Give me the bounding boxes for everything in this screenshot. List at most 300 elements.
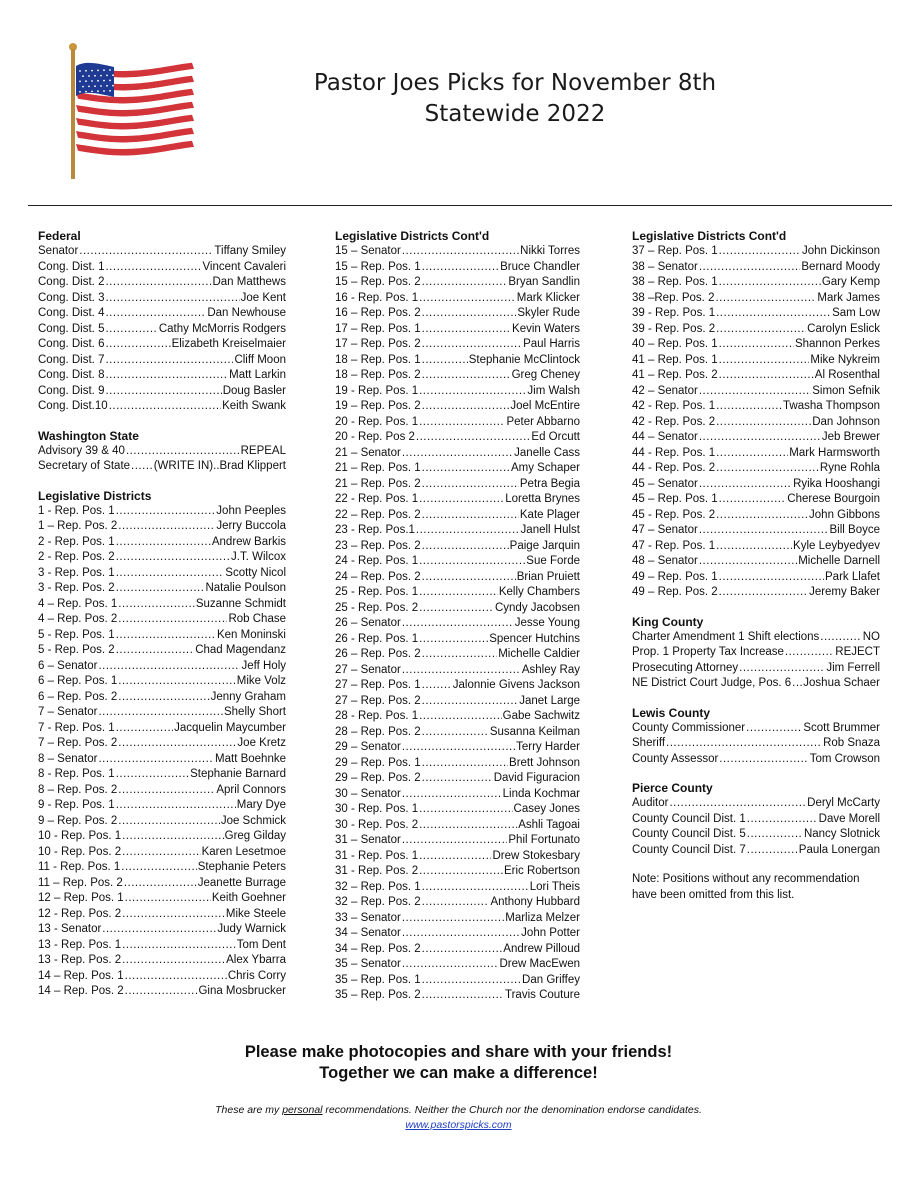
pick-row <box>335 554 580 570</box>
website-link[interactable]: www.pastorspicks.com <box>405 1119 512 1131</box>
pick-row <box>335 616 580 632</box>
candidate-name: Amy Schaper <box>510 462 580 474</box>
flag-star <box>85 91 87 93</box>
candidate-name: Park Llafet <box>825 570 880 583</box>
candidate-name: Kate Plager <box>519 508 580 521</box>
dot-leader <box>422 973 521 989</box>
position-label: 44 - Rep. Pos. 1 <box>632 446 716 459</box>
dot-leader <box>122 845 201 861</box>
candidate-name: Dan Johnson <box>812 415 880 428</box>
section <box>632 705 880 768</box>
pick-row <box>632 399 880 415</box>
position-label: 21 – Rep. Pos. 1 <box>335 462 421 474</box>
candidate-name: Dan Newhouse <box>207 307 286 319</box>
dot-leader <box>402 833 508 849</box>
position-label: 14 – Rep. Pos. 2 <box>38 985 124 997</box>
pick-row <box>38 306 286 322</box>
dot-leader <box>105 306 206 322</box>
dot-leader <box>105 275 211 291</box>
pick-row <box>632 461 880 477</box>
section-title: Legislative Districts <box>38 488 152 503</box>
position-label: 47 – Senator <box>632 524 698 536</box>
position-label: 38 –Rep. Pos. 2 <box>632 291 715 304</box>
pick-row <box>632 275 880 291</box>
pick-row <box>335 337 580 353</box>
section-title: Legislative Districts Cont'd <box>335 229 490 243</box>
position-label: 8 - Rep. Pos. 1 <box>38 768 115 780</box>
dot-leader <box>402 957 499 973</box>
pick-row <box>335 523 580 539</box>
position-label: 24 – Rep. Pos. 2 <box>335 570 421 583</box>
pick-row <box>335 709 580 725</box>
flag-star <box>82 75 84 77</box>
candidate-name: J.T. Wilcox <box>231 551 286 563</box>
pick-row <box>632 796 880 812</box>
position-label: 39 - Rep. Pos. 2 <box>632 322 716 335</box>
position-label: 42 - Rep. Pos. 1 <box>632 400 716 412</box>
pick-row <box>632 661 880 677</box>
flag-star <box>103 80 105 82</box>
pick-row <box>632 676 880 692</box>
pick-row <box>38 337 286 353</box>
candidate-name: Cathy McMorris Rodgers <box>158 322 286 335</box>
candidate-name: (WRITE IN)..Brad Klippert <box>153 460 286 472</box>
candidate-name: Jerry Buccola <box>216 520 286 532</box>
dot-leader <box>719 585 808 601</box>
pick-row <box>38 581 286 597</box>
candidate-name: Joel McEntire <box>510 400 580 412</box>
dot-leader <box>419 601 494 617</box>
pick-row <box>38 597 286 613</box>
candidate-name: Jalonnie Givens Jackson <box>452 679 580 691</box>
candidate-name: Bryan Sandlin <box>508 276 580 288</box>
dot-leader <box>792 676 802 692</box>
candidate-name: Mike Steele <box>225 907 286 920</box>
pick-row <box>335 492 580 508</box>
candidate-name: Anthony Hubbard <box>490 896 580 908</box>
pick-row <box>38 459 286 475</box>
section-title: Pierce County <box>632 781 713 795</box>
position-label: Cong. Dist. 1 <box>38 260 105 273</box>
pick-row <box>335 647 580 663</box>
pick-row <box>38 891 286 907</box>
dot-leader <box>98 752 214 768</box>
position-label: 14 – Rep. Pos. 1 <box>38 969 124 982</box>
flag-star <box>85 80 87 82</box>
pick-row <box>335 864 580 880</box>
pick-row <box>335 756 580 772</box>
candidate-name: Dan Griffey <box>522 973 580 986</box>
position-label: Secretary of State <box>38 460 131 472</box>
pick-row <box>632 291 880 307</box>
position-label: 25 - Rep. Pos. 1 <box>335 586 419 598</box>
position-label: 45 – Rep. Pos. 1 <box>632 493 718 505</box>
column-3 <box>632 228 880 903</box>
candidate-name: Bruce Chandler <box>500 260 580 273</box>
candidate-name: Simon Sefnik <box>812 384 880 397</box>
pick-row <box>38 291 286 307</box>
candidate-name: Mark Klicker <box>516 291 580 304</box>
pick-row <box>632 630 880 646</box>
dot-leader <box>719 492 787 508</box>
pick-row <box>632 368 880 384</box>
candidate-name: John Gibbons <box>809 508 880 521</box>
pick-row <box>38 736 286 752</box>
pick-row <box>38 399 286 415</box>
candidate-name: Alex Ybarra <box>226 954 286 966</box>
position-label: 47 - Rep. Pos. 1 <box>632 539 716 552</box>
dot-leader <box>118 783 215 799</box>
dot-leader <box>422 306 517 322</box>
candidate-name: Jim Walsh <box>527 384 580 397</box>
dot-leader <box>419 492 504 508</box>
flag-star <box>112 74 114 76</box>
candidate-name: Doug Basler <box>222 384 286 397</box>
position-label: 7 - Rep. Pos. 1 <box>38 721 115 734</box>
position-label: Cong. Dist. 7 <box>38 353 105 366</box>
position-label: 29 – Rep. Pos. 1 <box>335 756 421 769</box>
position-label: 40 – Rep. Pos. 1 <box>632 338 718 350</box>
dot-leader <box>118 814 220 830</box>
pick-row <box>632 736 880 752</box>
candidate-name: Petra Begia <box>519 477 580 490</box>
candidate-name: Joe Kent <box>240 291 286 304</box>
position-label: 37 – Rep. Pos. 1 <box>632 245 718 257</box>
candidate-name: Mary Dye <box>236 799 286 811</box>
pick-row <box>632 415 880 431</box>
pick-row <box>335 895 580 911</box>
section-title: Lewis County <box>632 705 711 720</box>
position-label: Cong. Dist. 3 <box>38 291 105 304</box>
pick-row <box>38 767 286 783</box>
position-label: 48 – Senator <box>632 555 698 567</box>
pick-row <box>632 492 880 508</box>
column-1 <box>38 228 286 1013</box>
dot-leader <box>121 860 197 876</box>
flag-star <box>97 90 99 92</box>
dot-leader <box>699 477 792 493</box>
candidate-name: Keith Goehner <box>211 892 286 904</box>
dot-leader <box>422 337 522 353</box>
candidate-name: Drew Stokesbary <box>492 849 580 862</box>
pick-row <box>335 244 580 260</box>
candidate-name: Marliza Melzer <box>505 911 580 924</box>
pick-row <box>38 535 286 551</box>
candidate-name: Scotty Nicol <box>225 566 286 579</box>
candidate-name: John Potter <box>521 927 580 939</box>
flag-star <box>106 75 108 77</box>
pick-row <box>335 632 580 648</box>
position-label: Senator <box>38 245 79 257</box>
flag-star <box>88 86 90 88</box>
pick-row <box>335 771 580 787</box>
promo-line-2: Together we can make a difference! <box>319 1064 598 1082</box>
pick-row <box>335 461 580 477</box>
position-label: 7 – Senator <box>38 706 98 718</box>
pick-row <box>632 570 880 586</box>
disclaimer-text <box>0 1103 917 1118</box>
flag-pole <box>71 49 75 179</box>
position-label: County Council Dist. 5 <box>632 828 746 840</box>
position-label: 16 – Rep. Pos. 2 <box>335 307 421 319</box>
dot-leader <box>719 368 814 384</box>
dot-leader <box>422 368 511 384</box>
pick-row <box>38 322 286 338</box>
candidate-name: Kevin Waters <box>512 322 580 335</box>
candidate-name: Janet Large <box>519 694 580 707</box>
position-label: Cong. Dist. 9 <box>38 384 105 397</box>
position-label: Cong. Dist. 5 <box>38 322 105 335</box>
position-label: Cong. Dist. 2 <box>38 276 105 288</box>
pick-row <box>335 446 580 462</box>
position-label: 21 – Rep. Pos. 2 <box>335 477 421 490</box>
dot-leader <box>422 508 519 524</box>
candidate-name: Andrew Pilloud <box>503 942 580 955</box>
position-label: 27 – Rep. Pos. 2 <box>335 694 421 707</box>
candidate-name: REJECT <box>835 646 880 658</box>
dot-leader <box>98 705 223 721</box>
candidate-name: Joshua Schaer <box>803 677 880 689</box>
position-label: 10 - Rep. Pos. 2 <box>38 845 122 858</box>
candidate-name: Jeb Brewer <box>821 431 880 443</box>
position-label: 3 - Rep. Pos. 2 <box>38 582 115 594</box>
position-label: 24 - Rep. Pos. 1 <box>335 555 419 567</box>
candidate-name: Susanna Keilman <box>489 725 580 738</box>
candidate-name: Nancy Slotnick <box>803 828 880 840</box>
dot-leader <box>402 926 520 942</box>
dot-leader <box>109 399 221 415</box>
dot-leader <box>422 353 468 369</box>
dot-leader <box>125 984 198 1000</box>
pick-row <box>335 973 580 989</box>
pick-row <box>335 678 580 694</box>
pick-row <box>632 430 880 446</box>
candidate-name: Kyle Leybyedyev <box>793 539 880 552</box>
flag-star <box>91 70 93 72</box>
candidate-name: Sam Low <box>832 307 880 319</box>
candidate-name: Michelle Caldier <box>498 648 580 660</box>
position-label: 8 – Rep. Pos. 2 <box>38 783 118 796</box>
dot-leader <box>422 771 493 787</box>
position-label: 32 – Rep. Pos. 1 <box>335 880 421 893</box>
position-label: 49 – Rep. Pos. 1 <box>632 570 718 583</box>
dot-leader <box>419 291 516 307</box>
candidate-name: Nikki Torres <box>520 245 580 257</box>
dot-leader <box>746 721 802 737</box>
dot-leader <box>116 535 211 551</box>
section <box>38 428 286 475</box>
dot-leader <box>422 477 519 493</box>
pick-row <box>335 601 580 617</box>
position-label: Advisory 39 & 40 <box>38 444 125 457</box>
position-label: 10 - Rep. Pos. 1 <box>38 830 122 842</box>
page-title <box>250 68 780 130</box>
dot-leader <box>105 322 157 338</box>
position-label: 23 - Rep. Pos.1 <box>335 524 415 536</box>
candidate-name: Tom Dent <box>236 938 286 951</box>
pick-row <box>335 663 580 679</box>
pick-row <box>632 384 880 400</box>
candidate-name: Greg Gilday <box>224 830 286 842</box>
dot-leader <box>116 767 189 783</box>
dot-leader <box>419 585 498 601</box>
candidate-name: Rob Snaza <box>823 737 880 749</box>
position-label: 9 - Rep. Pos. 1 <box>38 799 115 811</box>
pick-row <box>632 721 880 737</box>
dot-leader <box>699 554 797 570</box>
candidate-name: Ryne Rohla <box>819 462 880 474</box>
pick-row <box>38 690 286 706</box>
candidate-name: Linda Kochmar <box>502 787 580 800</box>
position-label: 4 – Rep. Pos. 2 <box>38 613 118 625</box>
pick-row <box>335 322 580 338</box>
pick-row <box>38 244 286 260</box>
flag-star <box>88 75 90 77</box>
candidate-name: Eric Robertson <box>503 865 580 877</box>
candidate-name: Rob Chase <box>228 613 286 625</box>
position-label: 13 - Senator <box>38 923 102 935</box>
dot-leader <box>422 539 509 555</box>
dot-leader <box>125 969 227 985</box>
position-label: 5 - Rep. Pos. 1 <box>38 628 115 641</box>
pick-row <box>632 446 880 462</box>
pick-row <box>335 570 580 586</box>
candidate-name: REPEAL <box>240 444 286 457</box>
position-label: 28 - Rep. Pos. 1 <box>335 710 419 722</box>
candidate-name: Gabe Sachwitz <box>502 710 580 722</box>
candidate-name: Keith Swank <box>222 400 286 412</box>
position-label: 4 – Rep. Pos. 1 <box>38 597 118 610</box>
pick-row <box>335 926 580 942</box>
dot-leader <box>105 368 228 384</box>
dot-leader <box>105 291 239 307</box>
position-label: 42 – Senator <box>632 384 698 397</box>
candidate-name: Paula Lonergan <box>798 843 880 856</box>
pick-row <box>335 368 580 384</box>
flag-star <box>103 90 105 92</box>
candidate-name: David Figuracion <box>493 772 580 784</box>
position-label: 35 – Rep. Pos. 1 <box>335 973 421 986</box>
pick-row <box>335 430 580 446</box>
candidate-name: Matt Boehnke <box>215 752 286 765</box>
position-label: Cong. Dist. 6 <box>38 338 105 350</box>
pick-row <box>335 508 580 524</box>
disclaimer <box>0 1103 917 1133</box>
candidate-name: Sue Forde <box>526 555 580 567</box>
section <box>38 488 286 1000</box>
candidate-name: Paige Jarquin <box>509 539 580 552</box>
position-label: 49 – Rep. Pos. 2 <box>632 586 718 598</box>
dot-leader <box>422 275 508 291</box>
dot-leader <box>118 612 227 628</box>
position-label: 38 – Senator <box>632 260 698 273</box>
pick-row <box>335 415 580 431</box>
dot-leader <box>422 895 490 911</box>
position-label: 19 – Rep. Pos. 2 <box>335 400 421 412</box>
pick-row <box>335 740 580 756</box>
dot-leader <box>747 843 798 859</box>
dot-leader <box>422 756 508 772</box>
candidate-name: Lori Theis <box>529 880 580 893</box>
flag-star <box>79 70 81 72</box>
position-label: 2 - Rep. Pos. 1 <box>38 535 115 548</box>
pick-row <box>38 845 286 861</box>
position-label: 12 - Rep. Pos. 2 <box>38 907 122 920</box>
position-label: County Commissioner <box>632 721 746 734</box>
position-label: 29 – Senator <box>335 741 401 753</box>
pick-row <box>335 694 580 710</box>
candidate-name: Vincent Cavaleri <box>202 260 286 273</box>
dot-leader <box>416 430 531 446</box>
candidate-name: Bill Boyce <box>829 524 880 536</box>
pick-row <box>38 612 286 628</box>
pick-row <box>38 860 286 876</box>
dot-leader <box>116 628 216 644</box>
pick-row <box>38 353 286 369</box>
position-label: 34 – Senator <box>335 927 401 939</box>
candidate-name: Phil Fortunato <box>508 834 580 846</box>
pick-row <box>335 849 580 865</box>
flag-star <box>112 85 114 87</box>
dot-leader <box>716 446 788 462</box>
section-title: Legislative Districts Cont'd <box>632 229 787 243</box>
pick-row <box>38 938 286 954</box>
pick-row <box>38 705 286 721</box>
flag-star <box>109 80 111 82</box>
candidate-name: Shannon Perkes <box>794 338 880 350</box>
position-label: 7 – Rep. Pos. 2 <box>38 737 118 749</box>
position-label: 25 - Rep. Pos. 2 <box>335 601 419 614</box>
dot-leader <box>118 690 209 706</box>
candidate-name: Ken Moninski <box>216 628 286 641</box>
pick-row <box>38 444 286 460</box>
candidate-name: Jim Ferrell <box>826 661 880 674</box>
dot-leader <box>419 384 526 400</box>
pick-row <box>335 942 580 958</box>
position-label: 27 – Senator <box>335 663 401 676</box>
position-label: Prop. 1 Property Tax Increase <box>632 646 784 658</box>
position-label: 41 – Rep. Pos. 1 <box>632 353 718 366</box>
position-label: 44 - Rep. Pos. 2 <box>632 462 716 474</box>
pick-row <box>632 477 880 493</box>
pick-row <box>335 725 580 741</box>
candidate-name: Brian Pruiett <box>516 570 580 583</box>
pick-row <box>632 827 880 843</box>
dot-leader <box>716 461 819 477</box>
pick-row <box>632 244 880 260</box>
pick-row <box>632 752 880 768</box>
pick-row <box>335 275 580 291</box>
position-label: 5 - Rep. Pos. 2 <box>38 644 115 656</box>
flag-star <box>106 85 108 87</box>
position-label: 41 – Rep. Pos. 2 <box>632 369 718 381</box>
candidate-name: Terry Harder <box>516 741 580 753</box>
candidate-name: Andrew Barkis <box>211 535 286 548</box>
pick-row <box>335 353 580 369</box>
candidate-name: Kelly Chambers <box>498 586 580 598</box>
flag-star <box>103 69 105 71</box>
flag-star <box>97 80 99 82</box>
dot-leader <box>699 430 821 446</box>
candidate-name: Ashli Tagoai <box>518 818 580 831</box>
dot-leader <box>416 523 520 539</box>
flag-star <box>79 91 81 93</box>
dot-leader <box>402 911 504 927</box>
pick-row <box>335 818 580 834</box>
dot-leader <box>98 659 240 675</box>
dot-leader <box>419 864 503 880</box>
candidate-name: Dave Morell <box>818 812 880 825</box>
